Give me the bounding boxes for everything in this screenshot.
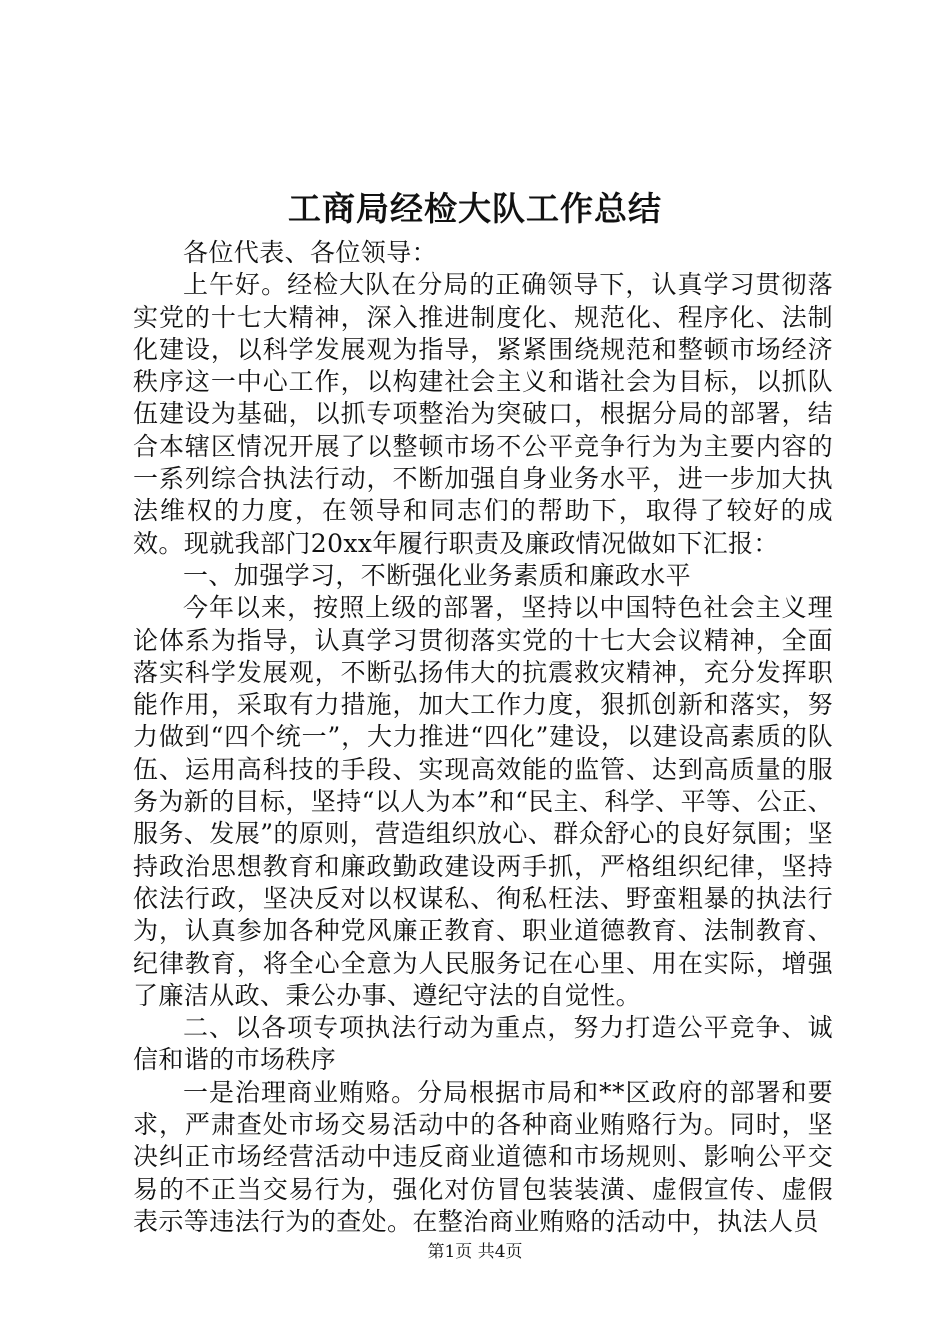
section-heading-2: 二、以各项专项执法行动为重点，努力打造公平竞争、诚信和谐的市场秩序: [133, 1013, 833, 1075]
section-heading-1: 一、加强学习，不断强化业务素质和廉政水平: [183, 560, 692, 590]
section-2-paragraph: 一是治理商业贿赂。分局根据市局和**区政府的部署和要求，严肃查处市场交易活动中的各种商业贿赂行为。同时，坚决纠正市场经营活动中违反商业道德和市场规则、影响公平交易的不正当交易行为，强化对仿冒包装装潢、虚假宣传、虚假表示等违法行为的查处。在整治商业贿赂的活动中，执法人员: [133, 1077, 833, 1236]
salutation-paragraph: 各位代表、各位领导：: [183, 238, 438, 267]
intro-paragraph: 上午好。经检大队在分局的正确领导下，认真学习贯彻落实党的十七大精神，深入推进制度化、规范化、程序化、法制化建设，以科学发展观为指导，紧紧围绕规范和整顿市场经济秩序这一中心工作，以构建社会主义和谐社会为目标，以抓队伍建设为基础，以抓专项整治为突破口，根据分局的部署，结合本辖区情况开展了以整顿市场不公平竞争行为为主要内容的一系列综合执法行动，不断加强自身业务水平，进一步加大执法维权的力度，在领导和同志们的帮助下，取得了较好的成效。现就我部门20xx年履行职责及廉政情况做如下汇报：: [133, 270, 833, 558]
section-1-paragraph: 今年以来，按照上级的部署，坚持以中国特色社会主义理论体系为指导，认真学习贯彻落实党的十七大会议精神，全面落实科学发展观，不断弘扬伟大的抗震救灾精神，充分发挥职能作用，采取有力措施，加大工作力度，狠抓创新和落实，努力做到“四个统一”，大力推进“四化”建设，以建设高素质的队伍、运用高科技的手段、实现高效能的监管、达到高质量的服务为新的目标，坚持“以人为本”和“民主、科学、平等、公正、服务、发展”的原则，营造组织放心、群众舒心的良好氛围；坚持政治思想教育和廉政勤政建设两手抓，严格组织纪律，坚持依法行政，坚决反对以权谋私、徇私枉法、野蛮粗暴的执法行为，认真参加各种党风廉正教育、职业道德教育、法制教育、纪律教育，将全心全意为人民服务记在心里、用在实际，增强了廉洁从政、秉公办事、遵纪守法的自觉性。: [133, 593, 833, 1010]
document-title: 工商局经检大队工作总结: [288, 189, 662, 228]
document-body: [133, 237, 833, 1238]
page-footer: 第1页 共4页: [427, 1242, 523, 1262]
